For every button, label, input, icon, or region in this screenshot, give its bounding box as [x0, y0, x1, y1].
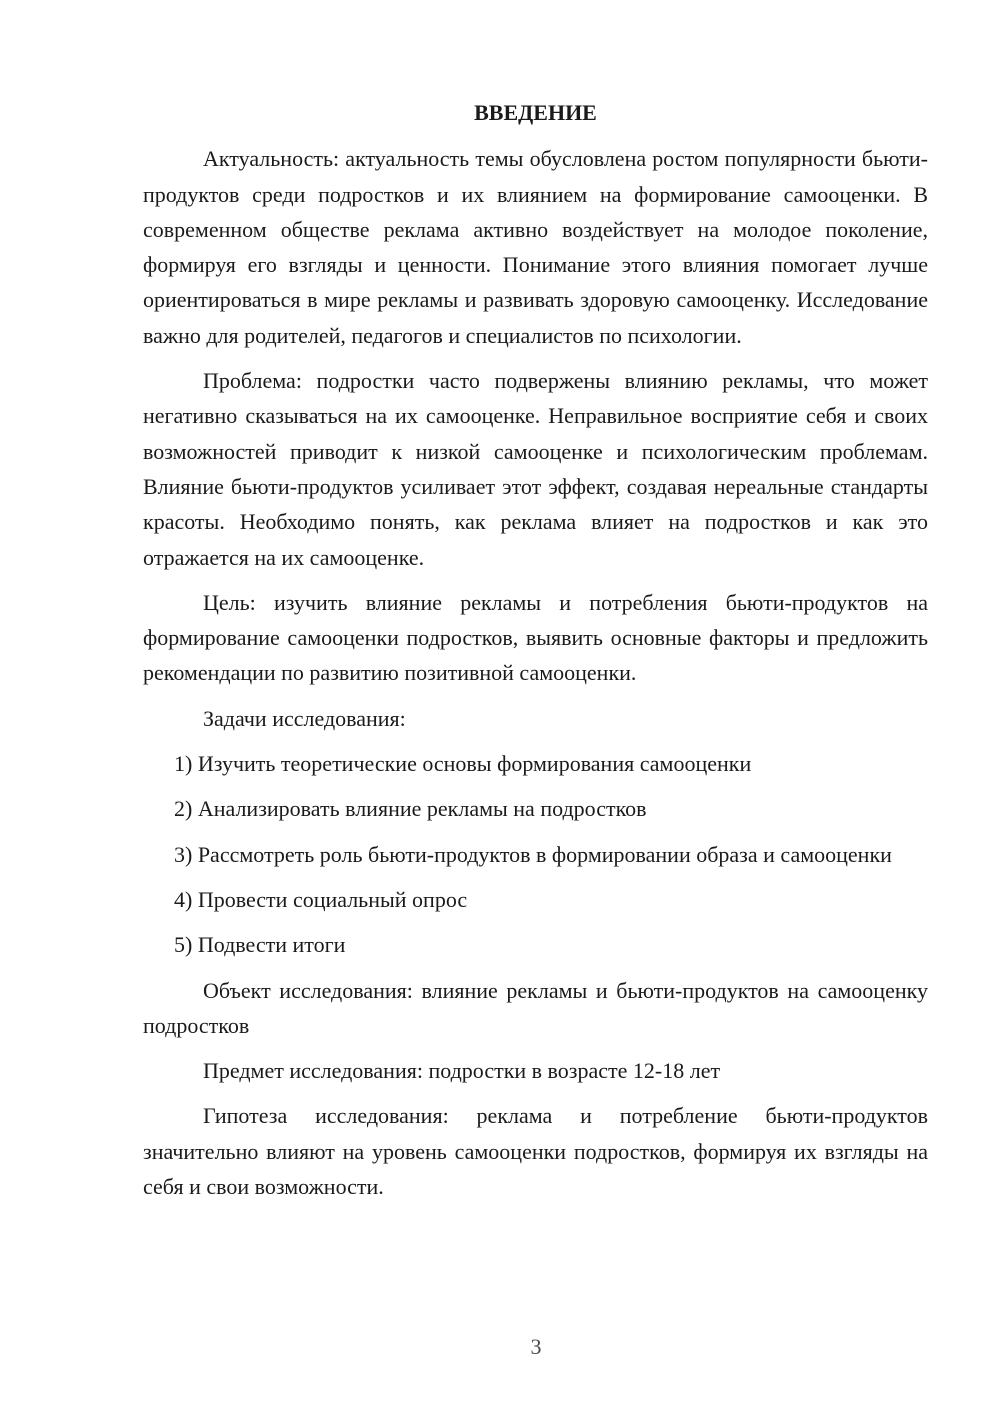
task-item-3: 3) Рассмотреть роль бьюти-продуктов в формировании образа и самооценки: [174, 841, 892, 867]
page-number: 3: [530, 1334, 542, 1359]
task-item-1: 1) Изучить теоретические основы формирования самооценки: [174, 751, 752, 777]
tasks-heading: Задачи исследования:: [203, 705, 406, 731]
page-title: ВВЕДЕНИЕ: [474, 100, 597, 125]
task-item-5: 5) Подвести итоги: [174, 932, 346, 958]
task-item-4: 4) Провести социальный опрос: [174, 886, 468, 912]
goal-paragraph: Цель: изучить влияние рекламы и потребления бьюти-продуктов на формирование самооценки подростков, выявить основные факторы и предложить рекомендации по развитию позитивной самооценки.: [143, 589, 928, 686]
hypothesis-paragraph: Гипотеза исследования: реклама и потребление бьюти-продуктов значительно влияют на уровень самооценки подростков, формируя их взгляды на себя и свои возможности.: [143, 1103, 928, 1200]
subject-paragraph: Предмет исследования: подростки в возрасте 12-18 лет: [203, 1058, 721, 1084]
object-paragraph: Объект исследования: влияние рекламы и бьюти-продуктов на самооценку подростков: [143, 977, 928, 1038]
task-item-2: 2) Анализировать влияние рекламы на подростков: [174, 796, 647, 822]
problem-paragraph: Проблема: подростки часто подвержены влиянию рекламы, что может негативно сказываться на их самооценке. Неправильное восприятие себя и своих возможностей приводит к низкой самооценке и психологическим проблемам. Влияние бьюти-продуктов усиливает этот эффект, создавая нереальные стандарты красоты. Необходимо понять, как реклама влияет на подростков и как это отражается на их самооценке.: [143, 368, 928, 570]
document-page: [143, 95, 928, 1214]
relevance-paragraph: Актуальность: актуальность темы обусловлена ростом популярности бьюти-продуктов среди подростков и их влиянием на формирование самооценки. В современном обществе реклама активно воздействует на молодое поколение, формируя его взгляды и ценности. Понимание этого влияния помогает лучше ориентироваться в мире рекламы и развивать здоровую самооценку. Исследование важно для родителей, педагогов и специалистов по психологии.: [143, 146, 928, 348]
